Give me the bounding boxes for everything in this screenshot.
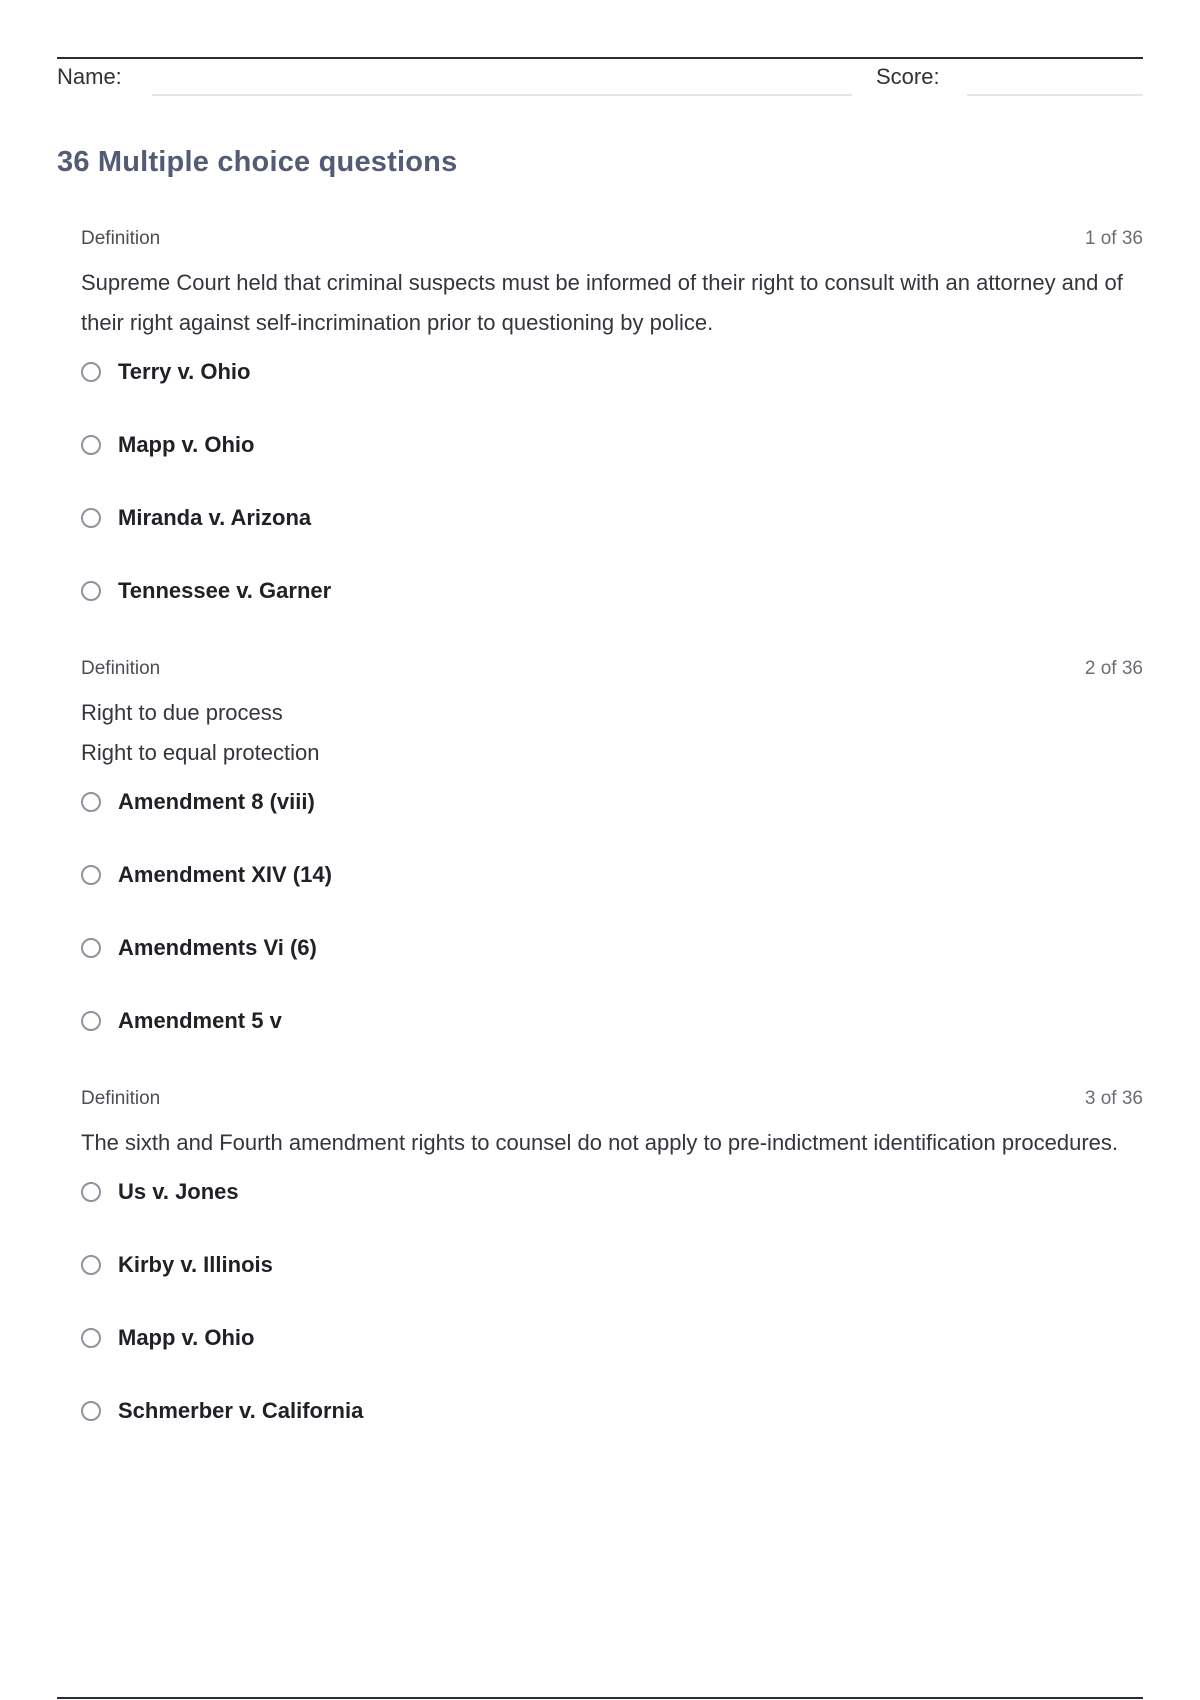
- answer-options: [81, 1179, 1143, 1471]
- answer-option[interactable]: [81, 1179, 1143, 1252]
- answer-option[interactable]: [81, 578, 1143, 651]
- answer-option[interactable]: [81, 1325, 1143, 1398]
- question-text: [81, 693, 1143, 773]
- answer-label: Amendments Vi (6): [118, 935, 317, 960]
- answer-label: Amendment XIV (14): [118, 862, 332, 887]
- answer-option[interactable]: [81, 1398, 1143, 1471]
- question-text-line: Supreme Court held that criminal suspects must be informed of their right to consult with an attorney and of their right against self-incrimination prior to questioning by police.: [81, 270, 1123, 335]
- question-number: 2 of 36: [1084, 658, 1143, 679]
- radio-button[interactable]: [81, 1255, 101, 1275]
- radio-button[interactable]: [81, 792, 101, 812]
- radio-button[interactable]: [81, 938, 101, 958]
- answer-label: Amendment 8 (viii): [118, 789, 315, 814]
- answer-label: Mapp v. Ohio: [118, 1325, 255, 1350]
- radio-button[interactable]: [81, 435, 101, 455]
- answer-option[interactable]: [81, 1252, 1143, 1325]
- answer-label: Amendment 5 v: [118, 1008, 282, 1033]
- answer-option[interactable]: [81, 432, 1143, 505]
- answer-option[interactable]: [81, 935, 1143, 1008]
- radio-button[interactable]: [81, 581, 101, 601]
- question-type: Definition: [81, 658, 161, 679]
- question-text: [81, 1123, 1143, 1163]
- header-row: [57, 60, 1143, 100]
- score-label: Score:: [876, 64, 940, 89]
- radio-button[interactable]: [81, 1182, 101, 1202]
- question-text-line: The sixth and Fourth amendment rights to counsel do not apply to pre-indictment identification procedures.: [81, 1130, 1119, 1155]
- section-title: 36 Multiple choice questions: [57, 146, 458, 178]
- score-field[interactable]: [967, 94, 1143, 96]
- answer-option[interactable]: [81, 789, 1143, 862]
- answer-option[interactable]: [81, 862, 1143, 935]
- radio-button[interactable]: [81, 1328, 101, 1348]
- name-label: Name:: [57, 64, 122, 89]
- answer-label: Schmerber v. California: [118, 1398, 364, 1423]
- answer-label: Tennessee v. Garner: [118, 578, 332, 603]
- top-rule: [57, 57, 1143, 59]
- answer-options: [81, 359, 1143, 651]
- question-1: [81, 228, 1143, 651]
- bottom-rule: [57, 1697, 1143, 1699]
- answer-label: Us v. Jones: [118, 1179, 239, 1204]
- answer-label: Miranda v. Arizona: [118, 505, 312, 530]
- radio-button[interactable]: [81, 508, 101, 528]
- radio-button[interactable]: [81, 1011, 101, 1031]
- radio-button[interactable]: [81, 1401, 101, 1421]
- question-text: [81, 263, 1143, 343]
- question-type: Definition: [81, 228, 161, 249]
- answer-label: Mapp v. Ohio: [118, 432, 255, 457]
- answer-option[interactable]: [81, 359, 1143, 432]
- question-2: [81, 658, 1143, 1081]
- radio-button[interactable]: [81, 362, 101, 382]
- question-3: [81, 1088, 1143, 1471]
- question-type: Definition: [81, 1088, 161, 1109]
- answer-option[interactable]: [81, 1008, 1143, 1081]
- answer-options: [81, 789, 1143, 1081]
- question-number: 1 of 36: [1084, 228, 1143, 249]
- name-field[interactable]: [152, 94, 852, 96]
- question-text-line: Right to due process: [81, 700, 283, 725]
- answer-label: Terry v. Ohio: [118, 359, 251, 384]
- question-text-line: Right to equal protection: [81, 740, 320, 765]
- answer-label: Kirby v. Illinois: [118, 1252, 273, 1277]
- answer-option[interactable]: [81, 505, 1143, 578]
- radio-button[interactable]: [81, 865, 101, 885]
- question-number: 3 of 36: [1084, 1088, 1143, 1109]
